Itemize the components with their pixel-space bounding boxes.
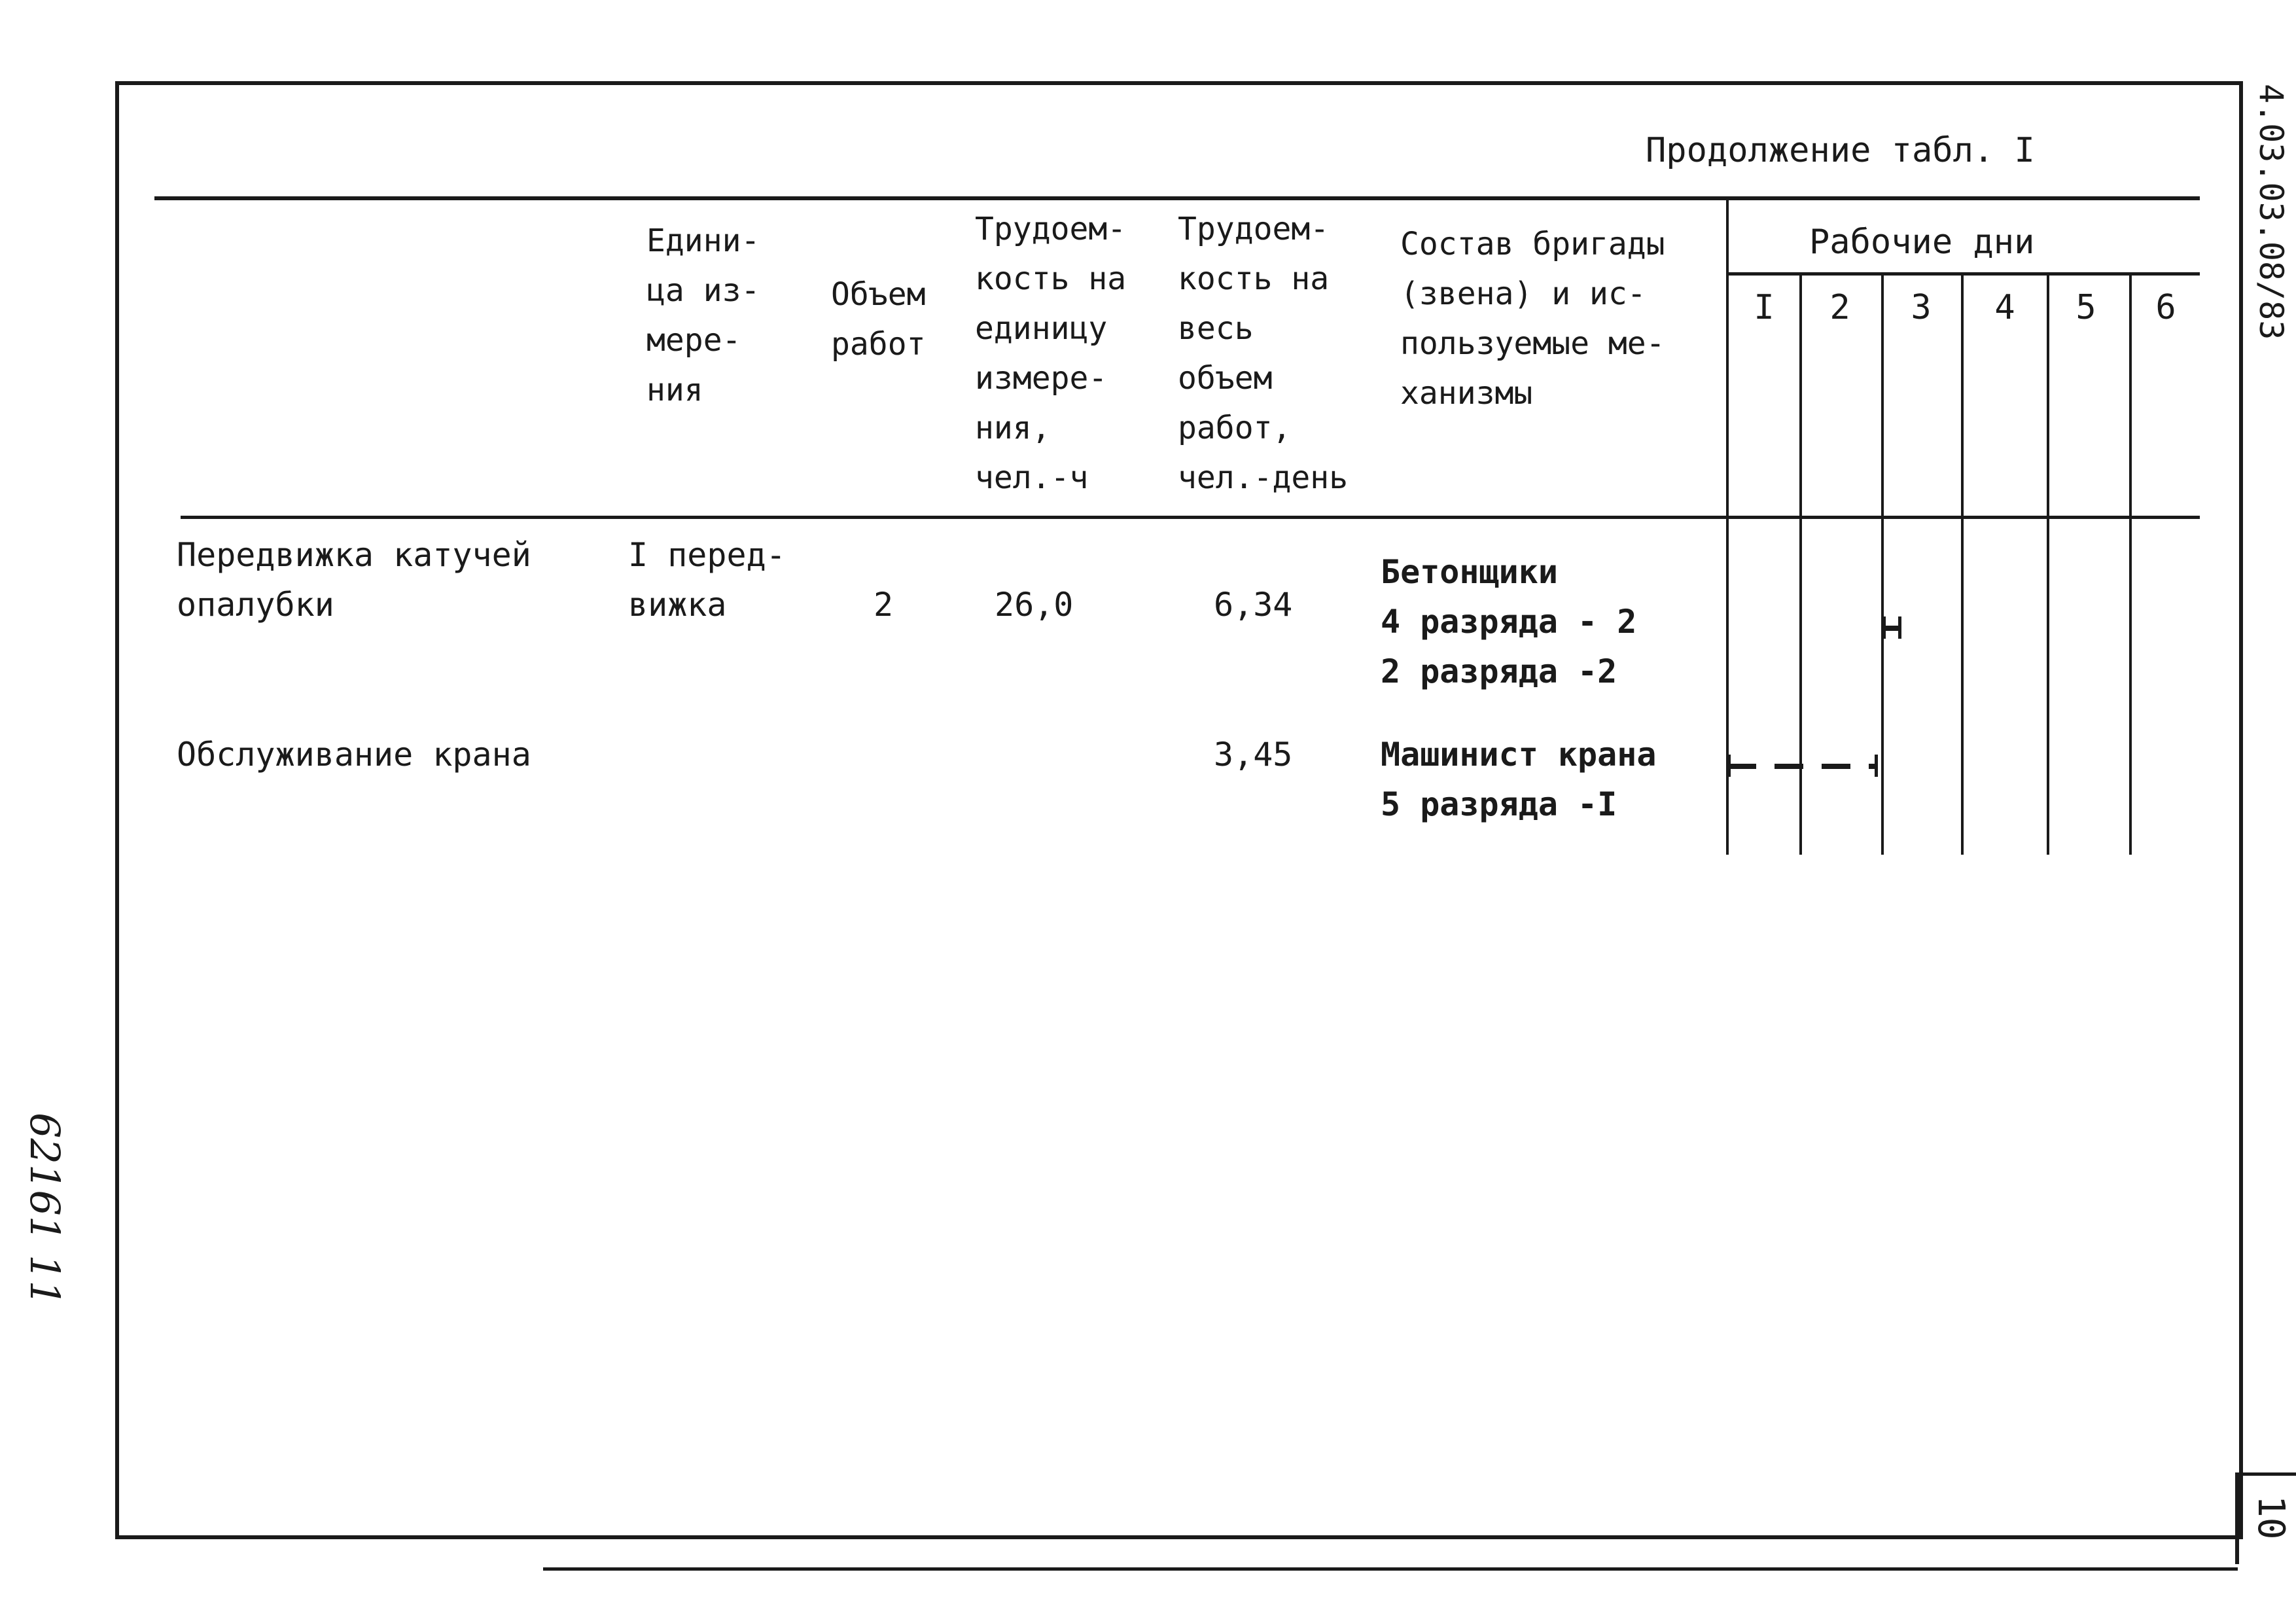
schedule-bar-dash xyxy=(1775,764,1803,769)
table-caption: Продолжение табл. I xyxy=(1646,131,2035,170)
table-row xyxy=(177,530,531,630)
stamp-divider xyxy=(2235,1472,2239,1564)
day-header-4: 4 xyxy=(1994,288,2015,327)
page-number: 10 xyxy=(2250,1495,2292,1540)
col-unit-header: Едини- ца из- мере- ния xyxy=(646,223,760,408)
workdays-header: Рабочие дни xyxy=(1809,223,2035,262)
day-header-5: 5 xyxy=(2075,288,2096,327)
day-grid-line xyxy=(1881,275,1884,855)
table-row xyxy=(177,730,531,779)
col-crew-header: Состав бригады (звена) и ис- пользуемые ме- ханизмы xyxy=(1400,226,1665,412)
schedule-bar-dash xyxy=(1727,764,1756,769)
schedule-bar-dash xyxy=(1869,764,1875,769)
day-header-2: 2 xyxy=(1829,288,1850,327)
table-top-rule xyxy=(154,196,2200,200)
crew-cell: Бетонщики 4 разряда - 2 2 разряда -2 xyxy=(1381,553,1637,690)
col-labor-total-header: Трудоем- кость на весь объем работ, чел.-день xyxy=(1178,211,1349,496)
day-header-3: 3 xyxy=(1911,288,1932,327)
bottom-rule xyxy=(543,1567,2238,1571)
labor-unit-cell: 26,0 xyxy=(995,586,1074,624)
work-name: Передвижка катучей xyxy=(177,536,531,574)
day-grid-line xyxy=(1961,275,1964,855)
col-labor-unit-header: Трудоем- кость на единицу измере- ния, чел.-ч xyxy=(975,211,1127,496)
labor-total-cell: 3,45 xyxy=(1214,736,1293,774)
work-name: Обслуживание крана xyxy=(177,736,531,774)
day-grid-line xyxy=(2047,275,2049,855)
schedule-bar-dash xyxy=(1822,764,1850,769)
schedule-bar-cap xyxy=(1875,755,1878,777)
labor-total-cell: 6,34 xyxy=(1214,586,1293,624)
day-header-1: I xyxy=(1754,288,1775,327)
header-bottom-rule xyxy=(181,516,2200,519)
margin-handwritten-note: 62161 11 xyxy=(21,1113,69,1306)
day-header-6: 6 xyxy=(2155,288,2176,327)
work-name: опалубки xyxy=(177,586,334,624)
stamp-divider-top xyxy=(2235,1472,2296,1476)
crew-cell: Машинист крана 5 разряда -I xyxy=(1381,736,1657,823)
schedule-bar xyxy=(1882,626,1898,631)
document-code: 4.03.03.08/83 xyxy=(2252,84,2290,340)
volume-cell: 2 xyxy=(874,586,894,624)
day-grid-line xyxy=(2129,275,2132,855)
unit-cell: I перед- вижка xyxy=(628,536,786,624)
col-volume-header: Объем работ xyxy=(831,276,926,363)
schedule-bar-cap xyxy=(1898,616,1901,639)
